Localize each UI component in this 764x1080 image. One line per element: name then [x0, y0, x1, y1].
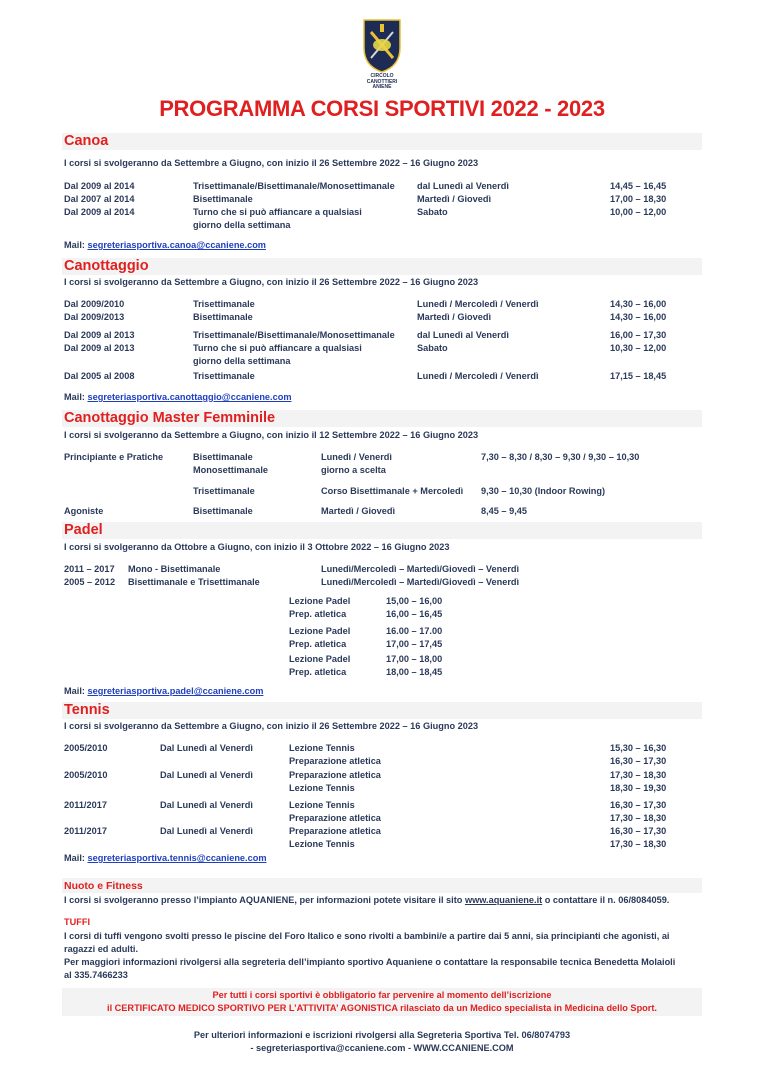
logo-text: CANOTTIERI: [366, 78, 398, 85]
section-intro: I corsi si svolgeranno da Settembre a Giugno, con inizio il 26 Settembre 2022 – 16 Giugno 2023: [64, 277, 479, 287]
mail-label: Mail:: [64, 686, 88, 696]
mail-link-canoa[interactable]: segreteriasportiva.canoa@ccaniene.com: [87, 240, 266, 250]
cell-years: 2005 – 2012: [64, 577, 116, 587]
section-band: [62, 258, 702, 275]
lesson-time: 15,00 – 16,00: [386, 596, 443, 606]
section-band: [62, 702, 702, 719]
cell-time: 10,00 – 12,00: [610, 207, 667, 217]
cell-frequency-cont: giorno della settimana: [193, 220, 291, 230]
cell-time: 10,30 – 12,00: [610, 343, 667, 353]
mail-link-canottaggio[interactable]: segreteriasportiva.canottaggio@ccaniene.com: [87, 392, 292, 402]
lesson-label: Prep. atletica: [289, 609, 347, 619]
mail-link-tennis[interactable]: segreteriasportiva.tennis@ccaniene.com: [87, 853, 267, 863]
cell-age: Dal 2009/2010: [64, 299, 125, 309]
mail-label: Mail:: [64, 853, 88, 863]
logo-text: CIRCOLO: [370, 73, 394, 79]
cell-frequency: Trisettimanale/Bisettimanale/Monosettimanale: [193, 330, 395, 340]
section-intro: I corsi si svolgeranno da Ottobre a Giugno, con inizio il 3 Ottobre 2022 – 16 Giugno 2023: [64, 542, 450, 552]
cell-days: Sabato: [417, 207, 448, 217]
cell-activity: Preparazione atletica: [289, 770, 381, 780]
cell-activity: Preparazione atletica: [289, 813, 381, 823]
cell-time: 16,30 – 17,30: [610, 756, 667, 766]
mail-line: [64, 392, 292, 402]
cell-time: 17,00 – 18,30: [610, 194, 667, 204]
cell-frequency-cont: giorno della settimana: [193, 356, 291, 366]
section-title-tennis: Tennis: [64, 702, 110, 718]
cell-frequency: Bisettimanale: [193, 194, 253, 204]
cell-year: 2005/2010: [64, 743, 108, 753]
cell-time: 7,30 – 8,30 / 8,30 – 9,30 / 9,30 – 10,30: [481, 452, 640, 462]
lesson-label: Lezione Padel: [289, 596, 351, 606]
cell-frequency: Turno che si può affiancare a qualsiasi: [193, 343, 362, 353]
cell-days: Martedì / Giovedì: [417, 312, 492, 322]
nuoto-text: [64, 895, 669, 905]
cell-age: Dal 2009 al 2014: [64, 181, 135, 191]
section-intro: I corsi si svolgeranno da Settembre a Giugno, con inizio il 26 Settembre 2022 – 16 Giugno 2023: [64, 158, 479, 168]
cell-days: Corso Bisettimanale + Mercoledì: [321, 486, 464, 496]
cell-activity: Preparazione atletica: [289, 756, 381, 766]
cell-days-cont: giorno a scelta: [321, 465, 386, 475]
cell-time: 16,00 – 17,30: [610, 330, 667, 340]
cell-days: dal Lunedì al Venerdì: [417, 181, 509, 191]
cell-age: Dal 2009/2013: [64, 312, 125, 322]
cell-frequency: Mono - Bisettimanale: [128, 564, 221, 574]
cell-level: Agoniste: [64, 506, 104, 516]
cell-days: Dal Lunedì al Venerdì: [160, 743, 253, 753]
cell-days: Lunedì / Mercoledì / Venerdì: [417, 371, 539, 381]
cell-days: dal Lunedì al Venerdì: [417, 330, 509, 340]
tuffi-text: ragazzi ed adulti.: [64, 944, 139, 954]
cell-age: Dal 2005 al 2008: [64, 371, 135, 381]
cell-activity: Lezione Tennis: [289, 783, 355, 793]
lesson-time: 17,00 – 18,00: [386, 654, 443, 664]
logo-text: ANIENE: [372, 84, 392, 90]
lesson-label: Prep. atletica: [289, 639, 347, 649]
nuoto-text-a: I corsi si svolgeranno presso l’impianto AQUANIENE, per informazioni potete visitare il sito: [64, 895, 465, 905]
tuffi-text: Per maggiori informazioni rivolgersi alla segreteria dell’impianto sportivo Aquaniene o contattare la responsabile tecnica Benedetta Molaioli: [64, 957, 676, 967]
mail-line: [64, 240, 266, 250]
cell-time: 16,30 – 17,30: [610, 826, 667, 836]
cell-time: 17,30 – 18,30: [610, 770, 667, 780]
section-intro: I corsi si svolgeranno da Settembre a Giugno, con inizio il 12 Settembre 2022 – 16 Giugno 2023: [64, 430, 479, 440]
notice-line: Per tutti i corsi sportivi è obbligatorio far pervenire al momento dell’iscrizione: [212, 990, 552, 1000]
cell-activity: Lezione Tennis: [289, 800, 355, 810]
cell-days: Martedì / Giovedì: [321, 506, 396, 516]
section-title-master: Canottaggio Master Femminile: [64, 410, 276, 426]
section-band: [62, 878, 702, 893]
cell-days: Lunedì/Mercoledì – Martedì/Giovedì – Venerdì: [321, 564, 520, 574]
mail-line: [64, 853, 266, 863]
cell-days: Lunedì/Mercoledì – Martedì/Giovedì – Venerdì: [321, 577, 520, 587]
cell-activity: Preparazione atletica: [289, 826, 381, 836]
cell-frequency: Trisettimanale: [193, 371, 255, 381]
cell-time: 16,30 – 17,30: [610, 800, 667, 810]
lesson-time: 18,00 – 18,45: [386, 667, 443, 677]
cell-frequency: Bisettimanale: [193, 506, 253, 516]
cell-time: 17,30 – 18,30: [610, 813, 667, 823]
cell-year: 2011/2017: [64, 800, 107, 810]
cell-time: 18,30 – 19,30: [610, 783, 667, 793]
lesson-time: 16.00 – 17.00: [386, 626, 443, 636]
mail-label: Mail:: [64, 392, 88, 402]
cell-level: Principiante e Pratiche: [64, 452, 164, 462]
section-title-canottaggio: Canottaggio: [64, 258, 149, 274]
mail-label: Mail:: [64, 240, 88, 250]
footer-line: - segreteriasportiva@ccaniene.com - WWW.CCANIENE.COM: [250, 1043, 514, 1053]
cell-frequency: Bisettimanale: [193, 312, 253, 322]
club-crest-icon: [362, 18, 402, 74]
section-intro: I corsi si svolgeranno da Settembre a Giugno, con inizio il 26 Settembre 2022 – 16 Giugno 2023: [64, 721, 479, 731]
mail-link-padel[interactable]: segreteriasportiva.padel@ccaniene.com: [87, 686, 264, 696]
lesson-label: Lezione Padel: [289, 626, 351, 636]
cell-days: Dal Lunedì al Venerdì: [160, 770, 253, 780]
lesson-time: 17,00 – 17,45: [386, 639, 443, 649]
section-title-padel: Padel: [64, 522, 103, 538]
section-title-canoa: Canoa: [64, 133, 109, 149]
cell-age: Dal 2009 al 2014: [64, 207, 135, 217]
cell-days: Lunedì / Mercoledì / Venerdì: [417, 299, 539, 309]
cell-days: Sabato: [417, 343, 448, 353]
cell-time: 14,30 – 16,00: [610, 299, 667, 309]
mail-line: [64, 686, 263, 696]
cell-years: 2011 – 2017: [64, 564, 115, 574]
cell-age: Dal 2009 al 2013: [64, 343, 135, 353]
cell-time: 8,45 – 9,45: [481, 506, 527, 516]
lesson-label: Prep. atletica: [289, 667, 347, 677]
cell-frequency: Bisettimanale: [193, 452, 253, 462]
tuffi-text: I corsi di tuffi vengono svolti presso le piscine del Foro Italico e sono rivolti a bambini/e a partire dai 5 anni, sia principianti che agonisti, ai: [64, 931, 670, 941]
cell-frequency: Turno che si può affiancare a qualsiasi: [193, 207, 362, 217]
cell-days: Dal Lunedì al Venerdì: [160, 826, 253, 836]
cell-time: 14,30 – 16,00: [610, 312, 667, 322]
footer-line: Per ulteriori informazioni e iscrizioni rivolgersi alla Segreteria Sportiva Tel. 06/8074793: [193, 1030, 571, 1040]
cell-year: 2011/2017: [64, 826, 107, 836]
cell-time: 14,45 – 16,45: [610, 181, 667, 191]
section-title-nuoto: Nuoto e Fitness: [64, 880, 143, 892]
cell-time: 9,30 – 10,30 (Indoor Rowing): [481, 486, 606, 496]
cell-frequency: Trisettimanale/Bisettimanale/Monosettimanale: [193, 181, 395, 191]
aquaniene-link[interactable]: www.aquaniene.it: [464, 895, 543, 905]
cell-age: Dal 2007 al 2014: [64, 194, 135, 204]
tuffi-title: TUFFI: [64, 917, 91, 927]
lesson-label: Lezione Padel: [289, 654, 351, 664]
cell-year: 2005/2010: [64, 770, 108, 780]
tuffi-text: al 335.7466233: [64, 970, 128, 980]
cell-age: Dal 2009 al 2013: [64, 330, 135, 340]
section-band: [62, 133, 702, 150]
nuoto-text-b: o contattare il n. 06/8084059.: [542, 895, 670, 905]
cell-time: 15,30 – 16,30: [610, 743, 667, 753]
club-logo: [362, 18, 402, 90]
cell-frequency: Trisettimanale: [193, 486, 255, 496]
cell-frequency: Bisettimanale e Trisettimanale: [128, 577, 260, 587]
cell-days: Dal Lunedì al Venerdì: [160, 800, 253, 810]
cell-days: Martedì / Giovedì: [417, 194, 492, 204]
cell-frequency: Trisettimanale: [193, 299, 255, 309]
cell-days: Lunedì / Venerdì: [321, 452, 392, 462]
cell-frequency-cont: Monosettimanale: [193, 465, 269, 475]
cell-activity: Lezione Tennis: [289, 743, 355, 753]
cell-time: 17,15 – 18,45: [610, 371, 667, 381]
page-title: PROGRAMMA CORSI SPORTIVI 2022 - 2023: [159, 96, 605, 121]
cell-activity: Lezione Tennis: [289, 839, 355, 849]
lesson-time: 16,00 – 16,45: [386, 609, 443, 619]
section-band: [62, 522, 702, 539]
cell-time: 17,30 – 18,30: [610, 839, 667, 849]
notice-line: il CERTIFICATO MEDICO SPORTIVO PER L’ATTIVITA’ AGONISTICA rilasciato da un Medico specialista in Medicina dello Sport.: [107, 1003, 657, 1013]
